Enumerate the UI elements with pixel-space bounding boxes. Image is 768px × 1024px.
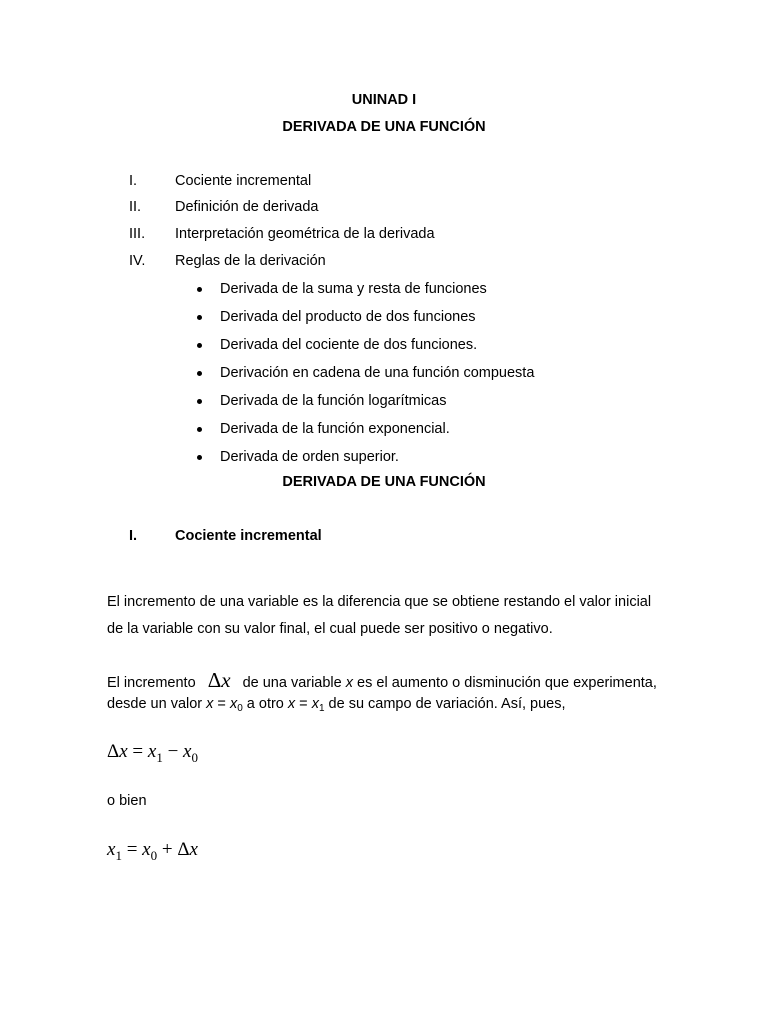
bullet-icon (197, 427, 202, 432)
paragraph-line (107, 696, 566, 712)
variable-x: x (311, 696, 319, 712)
text-run: El incremento (107, 675, 196, 691)
unit-label: UNINAD I (351, 92, 417, 108)
variable-x: x (107, 839, 116, 860)
variable-x: x (229, 696, 238, 712)
text-run: a otro (246, 696, 284, 712)
text-run: desde un valor (107, 696, 203, 712)
variable-x: x (345, 675, 354, 691)
toc-item-label: Cociente incremental (175, 173, 312, 189)
variable-x: x (287, 696, 296, 712)
bullet-item: Derivada de la función logarítmicas (220, 393, 447, 409)
paragraph-line: de la variable con su valor final, el cual puede ser positivo o negativo. (107, 621, 553, 637)
subscript: 0 (191, 750, 198, 765)
toc-item-number: III. (129, 226, 146, 242)
bullet-item: Derivada de la suma y resta de funciones (220, 281, 487, 297)
plus-sign: + (157, 839, 178, 860)
bullet-item: Derivada del producto de dos funciones (220, 309, 476, 325)
bullet-item: Derivada de orden superior. (220, 449, 399, 465)
equals-sign: = (121, 839, 143, 860)
text-run: de una variable (242, 675, 342, 691)
text-run: es el aumento o disminución que experimenta, (357, 675, 657, 691)
equals-sign: = (127, 741, 148, 762)
bullet-icon (197, 399, 202, 404)
bullet-icon (197, 371, 202, 376)
subscript: 0 (150, 848, 158, 863)
bullet-item: Derivada del cociente de dos funciones. (220, 337, 478, 353)
equation-delta-x (107, 741, 198, 763)
variable-x: x (119, 741, 128, 762)
toc-item-label: Reglas de la derivación (175, 253, 326, 269)
equals-sign: = (213, 696, 230, 712)
section-title: DERIVADA DE UNA FUNCIÓN (282, 474, 486, 490)
bullet-icon (197, 455, 202, 460)
subscript: 1 (318, 703, 325, 714)
delta-x-symbol (208, 668, 231, 692)
page-title: DERIVADA DE UNA FUNCIÓN (282, 119, 486, 135)
variable-x: x (189, 839, 198, 860)
bullet-icon (197, 315, 202, 320)
variable-x: x (183, 741, 192, 762)
section-number: I. (129, 528, 138, 544)
equation-x1 (107, 839, 198, 861)
toc-item-number: IV. (129, 253, 146, 269)
variable-x: x (206, 696, 214, 712)
toc-item-label: Definición de derivada (175, 199, 319, 215)
toc-item-label: Interpretación geométrica de la derivada (175, 226, 435, 242)
subscript: 1 (115, 848, 122, 863)
bullet-item: Derivada de la función exponencial. (220, 421, 450, 437)
delta-symbol: Δ (207, 668, 222, 692)
subscript: 1 (156, 750, 163, 765)
delta-symbol: Δ (177, 839, 190, 860)
paragraph-line: El incremento de una variable es la diferencia que se obtiene restando el valor inicial (107, 594, 652, 610)
variable-x: x (221, 668, 231, 692)
toc-item-number: II. (129, 199, 142, 215)
bullet-icon (197, 343, 202, 348)
bullet-item: Derivación en cadena de una función compuesta (220, 365, 535, 381)
subscript: 0 (237, 703, 243, 714)
text-run: de su campo de variación. Así, pues, (328, 696, 566, 712)
bullet-icon (197, 287, 202, 292)
minus-sign: − (162, 741, 184, 762)
toc-item-number: I. (129, 173, 138, 189)
paragraph-line (107, 668, 657, 693)
section-heading: Cociente incremental (175, 528, 322, 544)
variable-x: x (142, 839, 151, 860)
connector-text: o bien (107, 793, 147, 809)
equals-sign: = (295, 696, 312, 712)
delta-symbol: Δ (107, 741, 120, 762)
variable-x: x (147, 741, 157, 762)
